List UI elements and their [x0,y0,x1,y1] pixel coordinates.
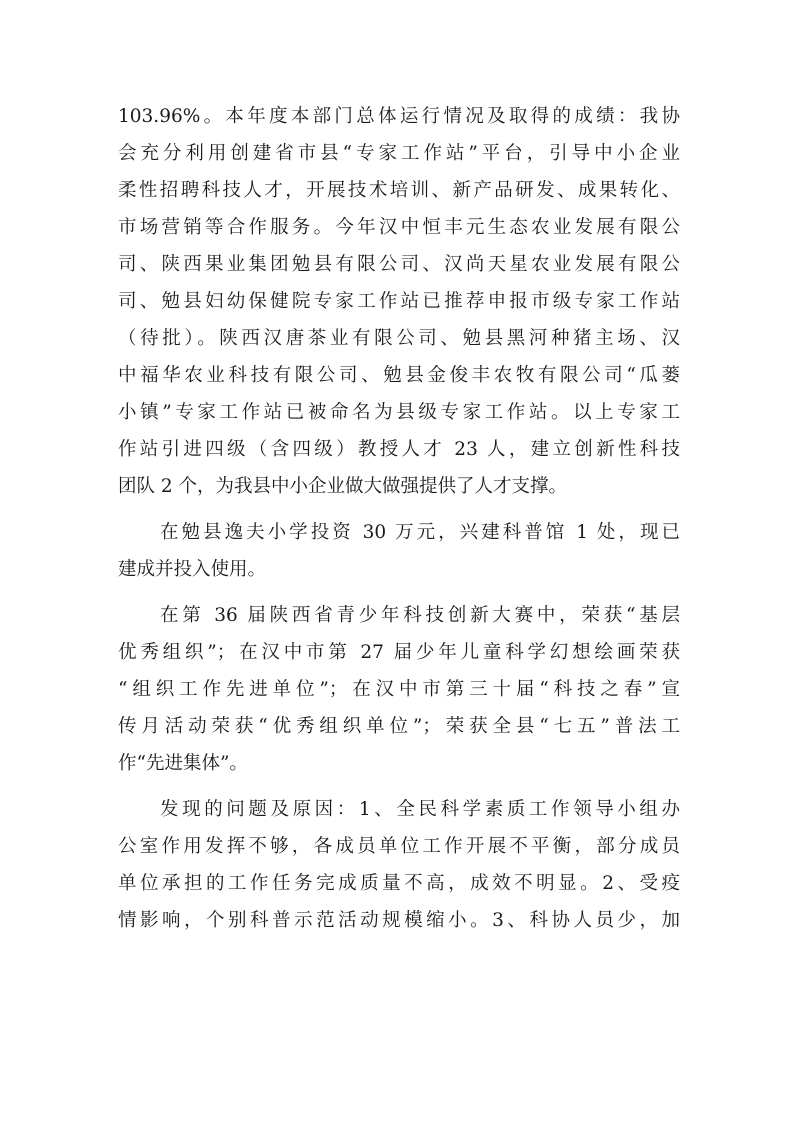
document-body [118,98,680,939]
text-line: 公室作用发挥不够，各成员单位工作开展不平衡，部分成员 [118,836,680,857]
paragraph-achievements [118,98,680,505]
text-line: 优秀组织”；在汉中市第 27 届少年儿童科学幻想绘画荣获 [118,642,680,663]
text-line: 传月活动荣获“优秀组织单位”；荣获全县“七五”普法工 [118,716,680,737]
text-line: “组织工作先进单位”；在汉中市第三十届“科技之春”宣 [118,679,680,700]
text-line: 作“先进集体”。 [118,753,248,774]
text-line: 作站引进四级（含四级）教授人才 23 人，建立创新性科技 [118,439,680,460]
text-line: 发现的问题及原因：1、全民科学素质工作领导小组办 [160,799,680,820]
text-line: 单位承担的工作任务完成质量不高，成效不明显。2、受疫 [118,873,680,894]
text-line: 柔性招聘科技人才，开展技术培训、新产品研发、成果转化、 [118,180,680,201]
text-line: 在第 36 届陕西省青少年科技创新大赛中，荣获“基层 [160,605,680,626]
paragraph-awards [118,597,680,782]
text-line: 建成并投入使用。 [118,559,267,580]
text-line: 情影响，个别科普示范活动规模缩小。3、科协人员少，加 [118,910,680,931]
text-line: 中福华农业科技有限公司、勉县金俊丰农牧有限公司“瓜蒌 [118,365,680,386]
paragraph-problems [118,791,680,939]
text-line: 司、陕西果业集团勉县有限公司、汉尚天星农业发展有限公 [118,254,680,275]
text-line: 团队 2 个，为我县中小企业做大做强提供了人才支撑。 [118,476,568,497]
text-line: 会充分利用创建省市县“专家工作站”平台，引导中小企业 [118,143,680,164]
paragraph-science-museum [118,514,680,588]
text-line: （待批）。陕西汉唐茶业有限公司、勉县黑河种猪主场、汉 [118,328,680,349]
text-line: 司、勉县妇幼保健院专家工作站已推荐申报市级专家工作站 [118,291,680,312]
text-line: 在勉县逸夫小学投资 30 万元，兴建科普馆 1 处，现已 [160,522,680,543]
text-line: 小镇”专家工作站已被命名为县级专家工作站。以上专家工 [118,402,680,423]
text-line: 103.96%。本年度本部门总体运行情况及取得的成绩：我协 [118,106,680,127]
text-line: 市场营销等合作服务。今年汉中恒丰元生态农业发展有限公 [118,217,680,238]
